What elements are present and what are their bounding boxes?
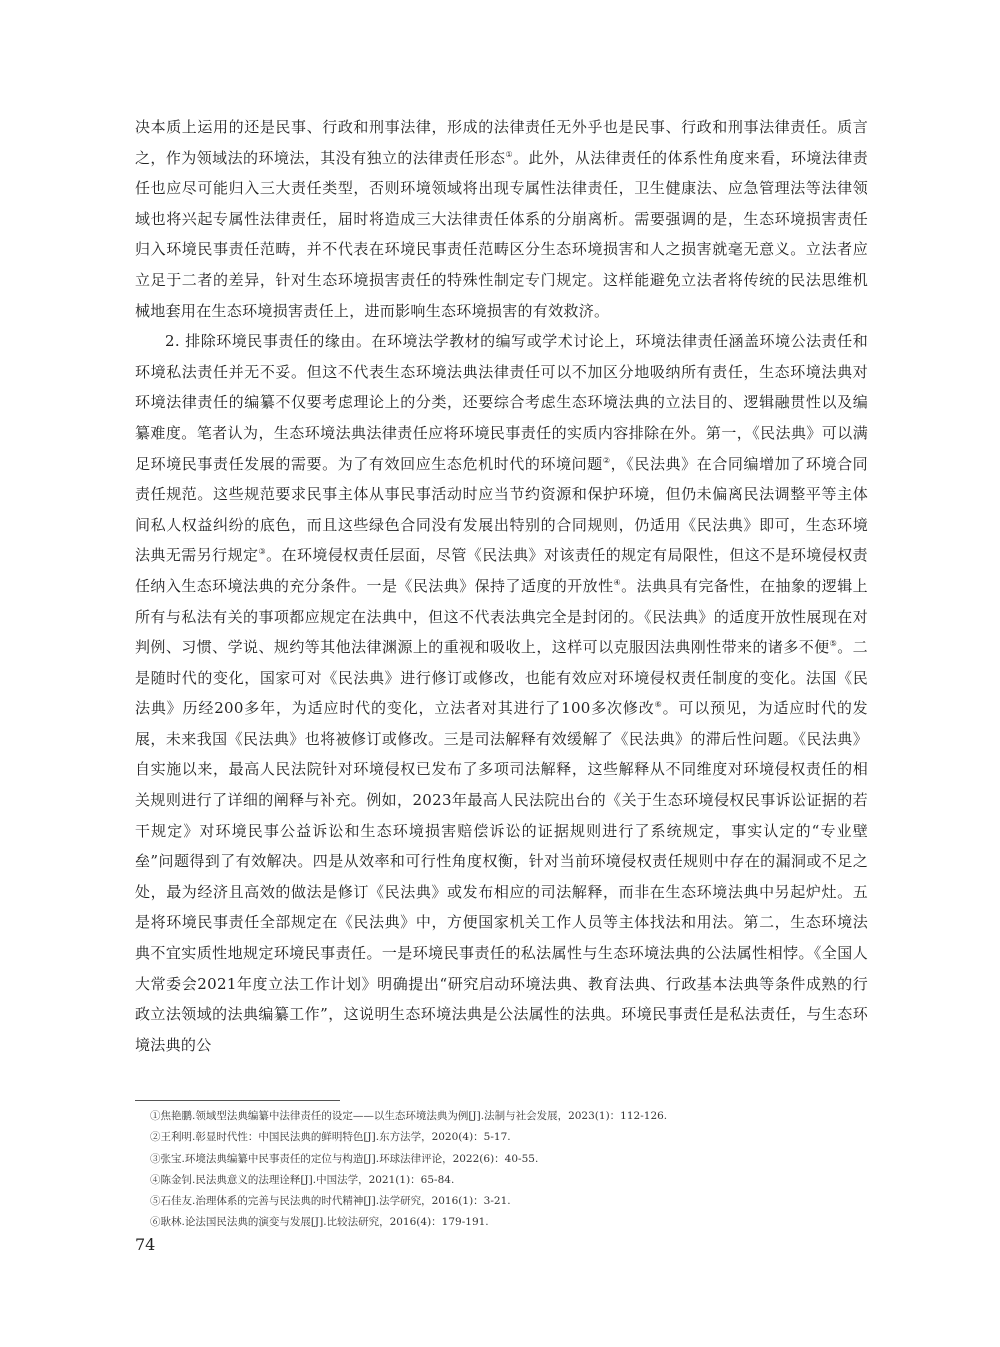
footnote-marker: ⑥ xyxy=(654,700,663,710)
text-run: 。法典具有完备性，在抽象的逻辑上所有与私法有关的事项都应规定在法典中，但这不代表法典完全是封闭的。《民法典》的适度开放性展现在对判例、习惯、学说、规约等其他法律渊源上的重视和吸收上，这样可以克服因法典刚性带来的诸多不便 xyxy=(135,576,868,657)
footnote-6: ⑥耿林.论法国民法典的演变与发展[J].比较法研究，2016(4)：179-191. xyxy=(150,1216,489,1229)
footnote-marker: ④ xyxy=(613,577,622,587)
page-number: 74 xyxy=(135,1235,156,1254)
footnote-5: ⑤石佳友.治理体系的完善与民法典的时代精神[J].法学研究，2016(1)：3-21. xyxy=(150,1195,511,1208)
text-run: 。可以预见，为适应时代的发展，未来我国《民法典》也将被修订或修改。三是司法解释有效缓解了《民法典》的滞后性问题。《民法典》自实施以来，最高人民法院针对环境侵权已发布了多项司法解释，这些解释从不同维度对环境侵权责任的相关规则进行了详细的阐释与补充。例如，2023年最高人民法院出台的《关于生态环境侵权民事诉讼证据的若干规定》对环境民事公益诉讼和生态环境损害赔偿诉讼的证据规则进行了系统规定，事实认定的“专业壁垒”问题得到了有效解决。四是从效率和可行性角度权衡，针对当前环境侵权责任规则中存在的漏洞或不足之处，最为经济且高效的做法是修订《民法典》或发布相应的司法解释，而非在生态环境法典中另起炉灶。五是将环境民事责任全部规定在《民法典》中，方便国家机关工作人员等主体找法和用法。第二，生态环境法典不宜实质性地规定环境民事责任。一是环境民事责任的私法属性与生态环境法典的公法属性相悖。《全国人大常委会2021年度立法工作计划》明确提出“研究启动环境法典、教育法典、行政基本法典等条件成熟的行政立法领域的法典编纂工作”，这说明生态环境法典是公法属性的法典。环境民事责任是私法责任，与生态环境法典的公 xyxy=(135,699,868,1054)
footnote-3: ③张宝.环境法典编纂中民事责任的定位与构造[J].环球法律评论，2022(6)：40-55. xyxy=(150,1152,539,1165)
text-run: 。此外，从法律责任的体系性角度来看，环境法律责任也应尽可能归入三大责任类型，否则环境领域将出现专属性法律责任，卫生健康法、应急管理法等法律领域也将兴起专属性法律责任，届时将造成三大法律责任体系的分崩离析。需要强调的是，生态环境损害责任归入环境民事责任范畴，并不代表在环境民事责任范畴区分生态环境损害和人之损害就毫无意义。立法者应立足于二者的差异，针对生态环境损害责任的特殊性制定专门规定。这样能避免立法者将传统的民法思维机械地套用在生态环境损害责任上，进而影响生态环境损害的有效救济。 xyxy=(135,148,868,320)
text-run: 。二是随时代的变化，国家可对《民法典》进行修订或修改，也能有效应对环境侵权责任制度的变化。法国《民法典》历经200多年，为适应时代的变化，立法者对其进行了100多次修改 xyxy=(135,638,868,718)
text-run: 2. 排除环境民事责任的缘由。在环境法学教材的编写或学术讨论上，环境法律责任涵盖环境公法责任和环境私法责任并无不妥。但这不代表生态环境法典法律责任可以不加区分地吸纳所有责任，生态环境法典对环境法律责任的编纂不仅要考虑理论上的分类，还要综合考虑生态环境法典的立法目的、逻辑融贯性以及编纂难度。笔者认为，生态环境法典法律责任应将环境民事责任的实质内容排除在外。第一，《民法典》可以满足环境民事责任发展的需要。为了有效回应生态危机时代的环境问题 xyxy=(135,332,868,473)
footnote-divider xyxy=(135,1100,340,1101)
footnotes xyxy=(150,1106,870,1234)
footnote-1: ①焦艳鹏.领域型法典编纂中法律责任的设定——以生态环境法典为例[J].法制与社会发展，2023(1)：112-126. xyxy=(150,1110,668,1122)
footnote-marker: ② xyxy=(602,455,611,465)
text-run: 决本质上运用的还是民事、行政和刑事法律，形成的法律责任无外乎也是民事、行政和刑事法律责任。质言之，作为领域法的环境法，其没有独立的法律责任形态 xyxy=(135,118,868,167)
footnote-marker: ⑤ xyxy=(829,639,838,649)
footnote-marker: ① xyxy=(505,149,514,159)
paragraph-section-2 xyxy=(135,326,868,1060)
text-run: ，《民法典》在合同编增加了环境合同责任规范。这些规范要求民事主体从事民事活动时应当节约资源和保护环境，但仍未偏离民法调整平等主体间私人权益纠纷的底色，而且这些绿色合同没有发展出特别的合同规则，仍适用《民法典》即可，生态环境法典无需另行规定 xyxy=(135,454,868,565)
body-text xyxy=(135,112,868,1060)
footnote-2: ②王利明.彰显时代性：中国民法典的鲜明特色[J].东方法学，2020(4)：5-17. xyxy=(150,1131,511,1144)
footnote-marker: ③ xyxy=(258,547,267,557)
footnote-4: ④陈金钊.民法典意义的法理诠释[J].中国法学，2021(1)：65-84. xyxy=(150,1173,455,1186)
text-run: 。在环境侵权责任层面，尽管《民法典》对该责任的规定有局限性，但这不是环境侵权责任纳入生态环境法典的充分条件。一是《民法典》保持了适度的开放性 xyxy=(135,546,868,595)
paragraph-continuation xyxy=(135,112,868,326)
